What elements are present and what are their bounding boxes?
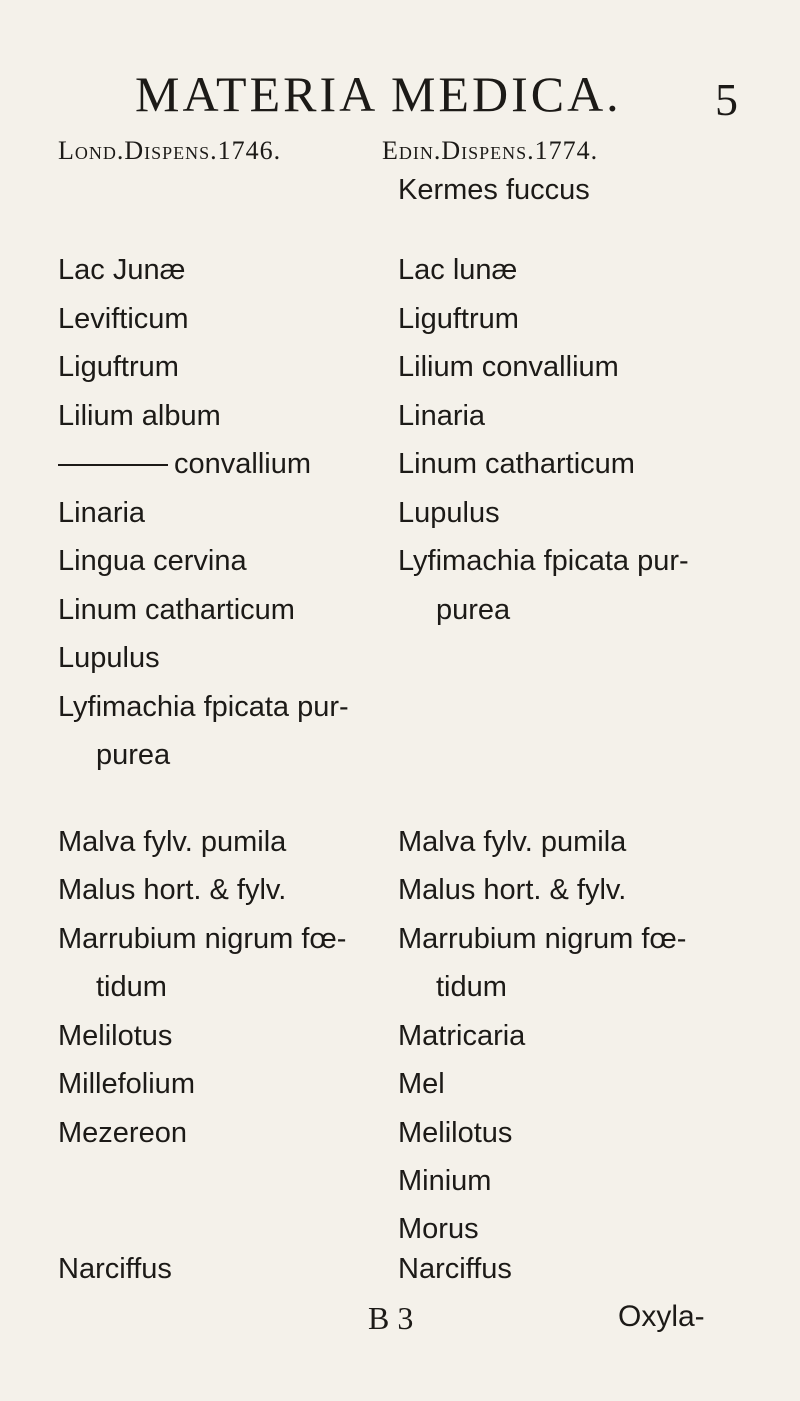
left-entry: Lac Junæ bbox=[58, 254, 186, 286]
ditto-dash bbox=[58, 464, 168, 466]
page-footer bbox=[0, 1300, 800, 1350]
right-entry: Malva fylv. pumila bbox=[398, 826, 627, 858]
right-entry: Kermes fuccus bbox=[398, 174, 590, 206]
running-title: MATERIA MEDICA. bbox=[135, 66, 622, 122]
left-entry: Lyfimachia fpicata pur- bbox=[58, 691, 349, 723]
right-entry-wrap: purea bbox=[436, 594, 511, 626]
catchword: Oxyla- bbox=[618, 1300, 705, 1333]
right-entry: Melilotus bbox=[398, 1117, 513, 1149]
left-entry-continuation bbox=[58, 447, 311, 481]
left-entry-text: convallium bbox=[174, 448, 311, 480]
right-entry: Morus bbox=[398, 1213, 479, 1245]
right-entry: Narciffus bbox=[398, 1253, 512, 1285]
left-entry: Lupulus bbox=[58, 642, 160, 674]
left-entry-wrap: purea bbox=[96, 739, 171, 771]
right-entry: Linum catharticum bbox=[398, 448, 635, 480]
right-entry: Malus hort. & fylv. bbox=[398, 874, 627, 906]
right-entry: Lupulus bbox=[398, 497, 500, 529]
right-entry: Lac lunæ bbox=[398, 254, 518, 286]
right-entry: Lyfimachia fpicata pur- bbox=[398, 545, 689, 577]
left-column-heading: Lond.Dispens.1746. bbox=[58, 136, 282, 165]
right-entry: Minium bbox=[398, 1165, 492, 1197]
page-header bbox=[0, 62, 800, 125]
left-entry: Linum catharticum bbox=[58, 594, 295, 626]
left-entry: Lingua cervina bbox=[58, 545, 247, 577]
left-entry: Malva fylv. pumila bbox=[58, 826, 287, 858]
left-entry: Lilium album bbox=[58, 400, 221, 432]
right-entry: Liguftrum bbox=[398, 303, 519, 335]
right-entry: Marrubium nigrum fœ- bbox=[398, 923, 687, 955]
right-column-heading: Edin.Dispens.1774. bbox=[382, 136, 599, 165]
right-entry: Lilium convallium bbox=[398, 351, 619, 383]
right-entry-wrap: tidum bbox=[436, 971, 507, 1003]
left-entry: Mezereon bbox=[58, 1117, 187, 1149]
left-entry: Marrubium nigrum fœ- bbox=[58, 923, 347, 955]
left-entry: Levifticum bbox=[58, 303, 189, 335]
right-entry: Matricaria bbox=[398, 1020, 526, 1052]
left-entry-wrap: tidum bbox=[96, 971, 167, 1003]
left-entry: Millefolium bbox=[58, 1068, 195, 1100]
left-entry: Malus hort. & fylv. bbox=[58, 874, 287, 906]
left-entry: Liguftrum bbox=[58, 351, 179, 383]
signature-mark: B 3 bbox=[368, 1300, 414, 1336]
right-entry: Mel bbox=[398, 1068, 445, 1100]
left-entry: Melilotus bbox=[58, 1020, 173, 1052]
left-entry: Narciffus bbox=[58, 1253, 172, 1285]
right-entry: Linaria bbox=[398, 400, 486, 432]
page-number: 5 bbox=[715, 74, 738, 125]
left-entry: Linaria bbox=[58, 497, 146, 529]
